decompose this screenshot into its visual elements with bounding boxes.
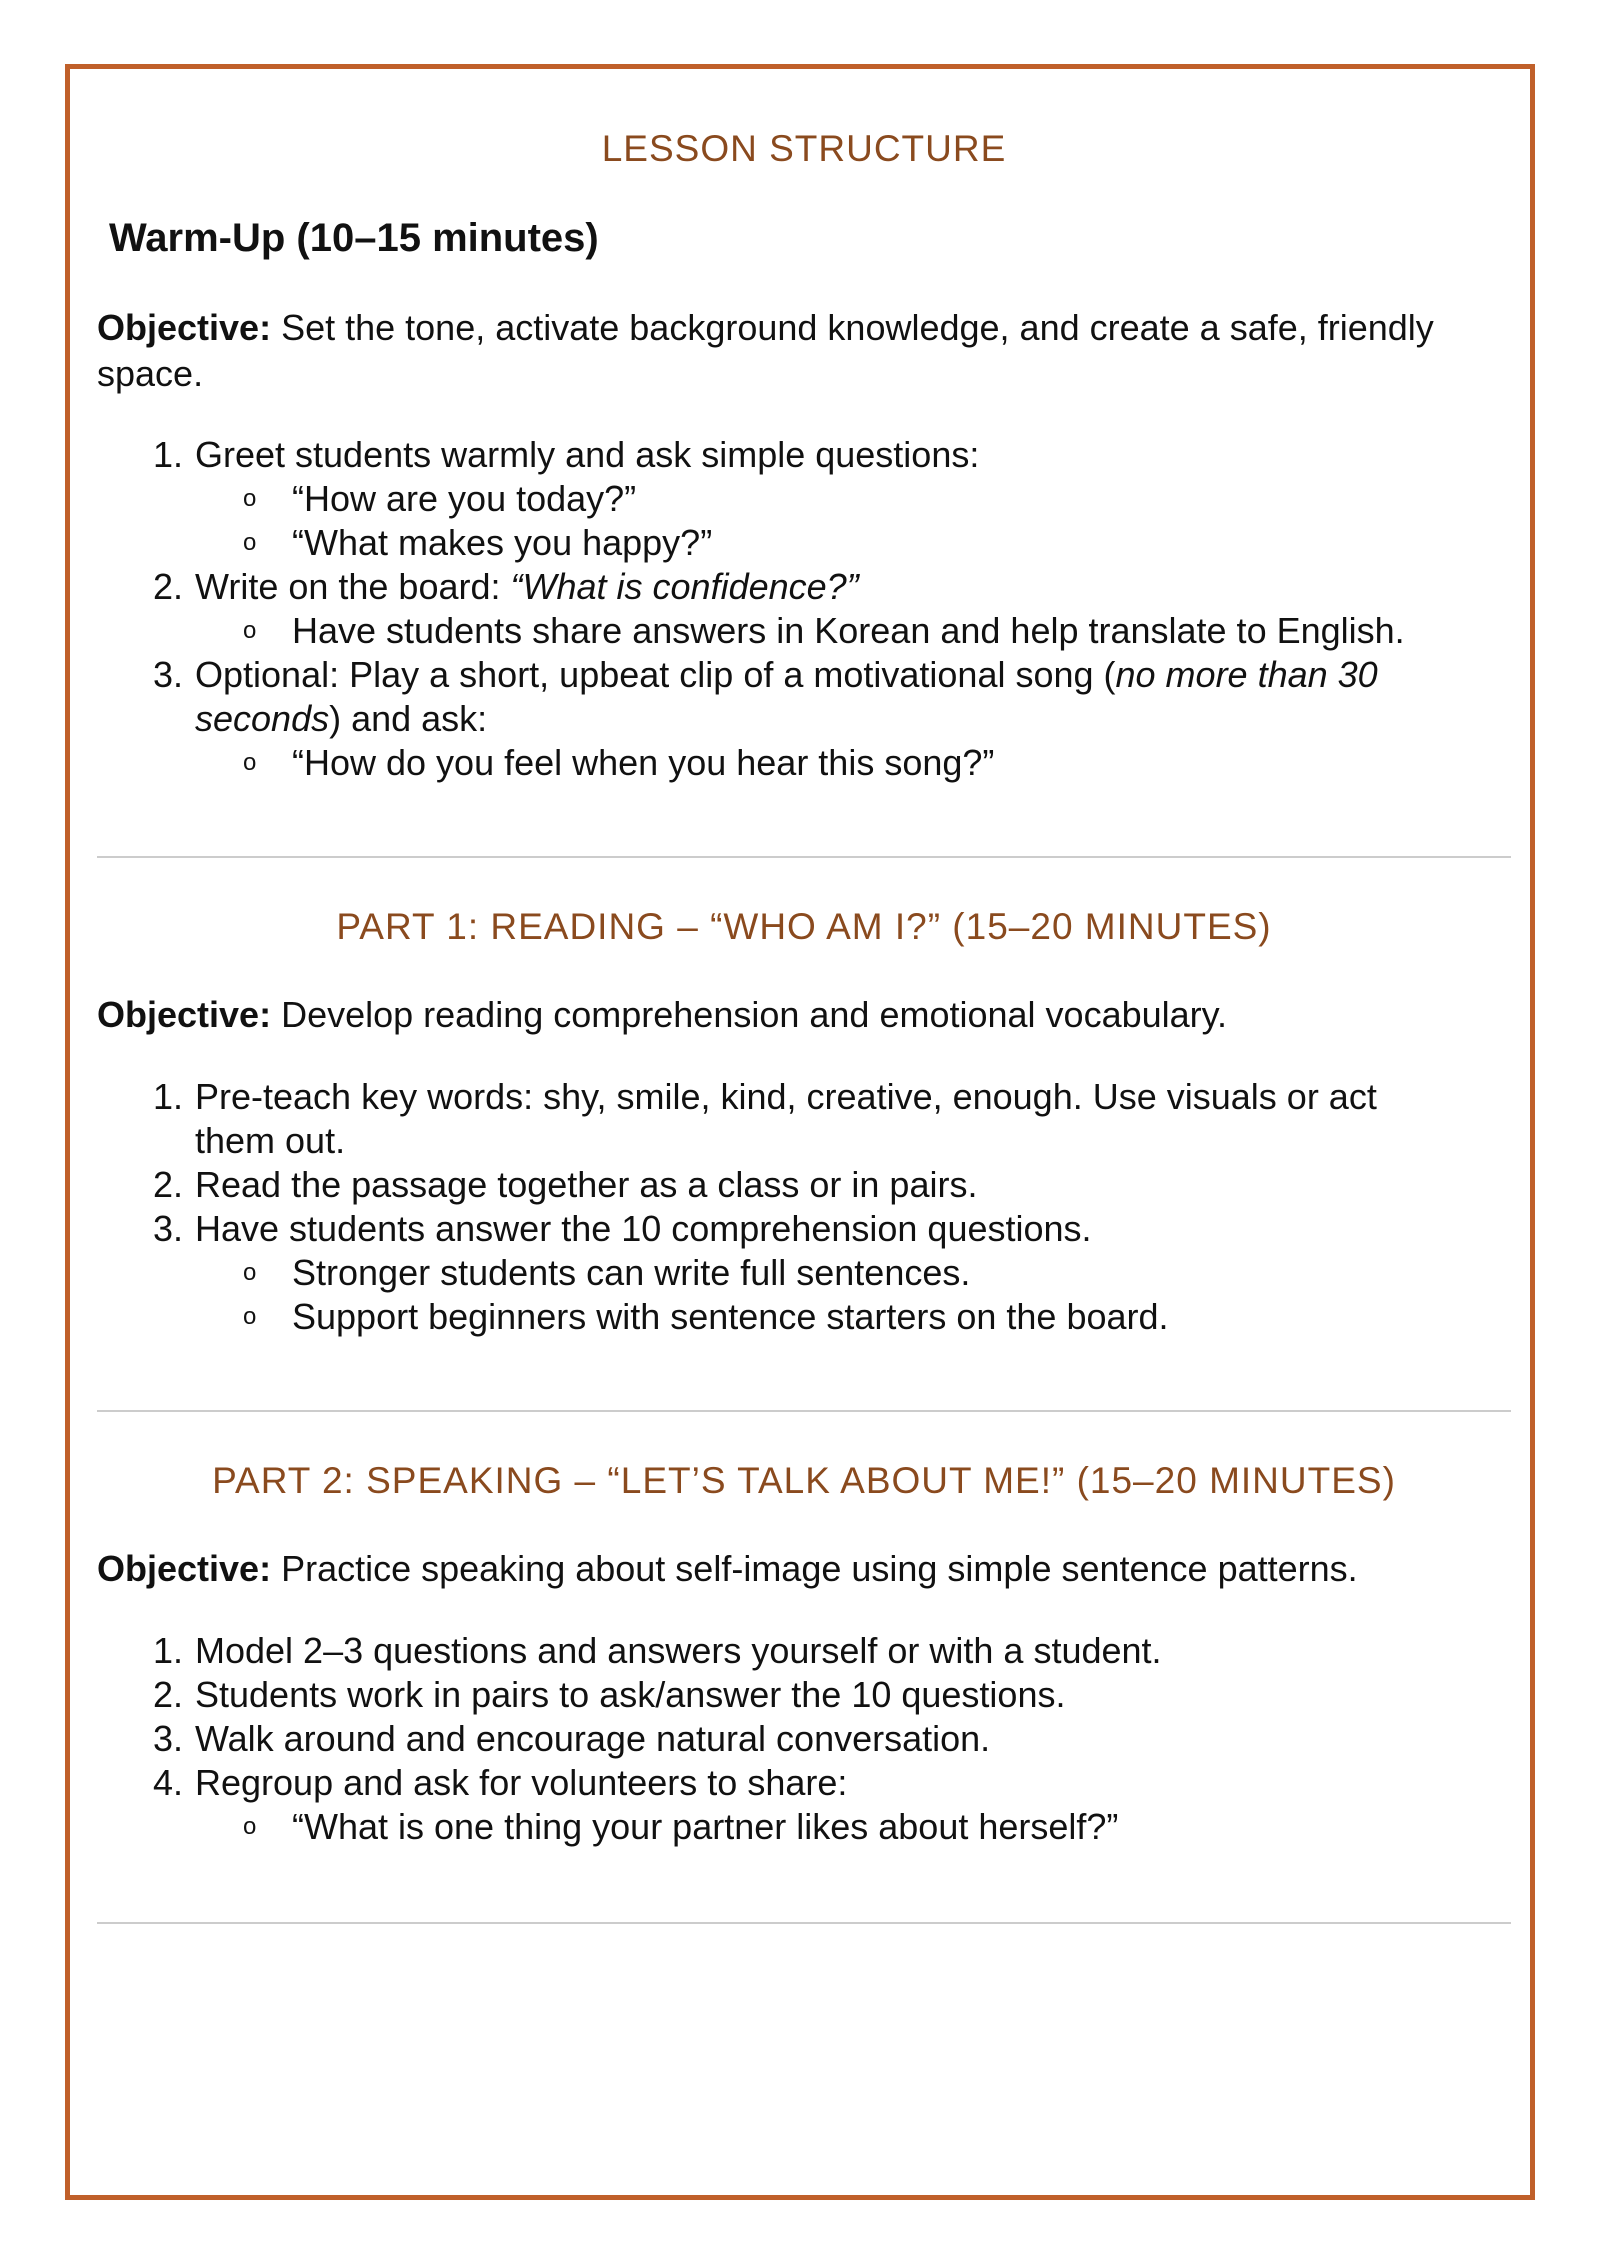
objective-text: Set the tone, activate background knowledge, and create a safe, friendly (271, 307, 1434, 348)
part1-title: PART 1: READING – “WHO AM I?” (15–20 MINUTES) (336, 906, 1272, 947)
lesson-structure-title: LESSON STRUCTURE (601, 128, 1007, 169)
objective-label: Objective: (97, 1548, 272, 1589)
bullet-icon: o (243, 617, 257, 644)
bullet-icon: o (243, 749, 257, 776)
section-divider (97, 856, 1511, 858)
section-divider (97, 1410, 1511, 1412)
part1-objective (97, 992, 1511, 1038)
bullet-icon: o (243, 1813, 257, 1840)
bullet-icon: o (243, 529, 257, 556)
part2-title: PART 2: SPEAKING – “LET’S TALK ABOUT ME!” (15–20 MINUTES) (212, 1460, 1396, 1501)
bullet-icon: o (243, 485, 257, 512)
warmup-objective (97, 305, 1511, 397)
warmup-heading: Warm-Up (10–15 minutes) (109, 216, 599, 260)
objective-text-cont: space. (97, 353, 204, 394)
bullet-icon: o (243, 1303, 257, 1330)
objective-label: Objective: (97, 994, 272, 1035)
part2-objective (97, 1546, 1511, 1592)
section-divider (97, 1922, 1511, 1924)
bullet-icon: o (243, 1259, 257, 1286)
objective-text: Practice speaking about self-image using simple sentence patterns. (271, 1548, 1358, 1589)
objective-text: Develop reading comprehension and emotional vocabulary. (271, 994, 1227, 1035)
objective-label: Objective: (97, 307, 272, 348)
